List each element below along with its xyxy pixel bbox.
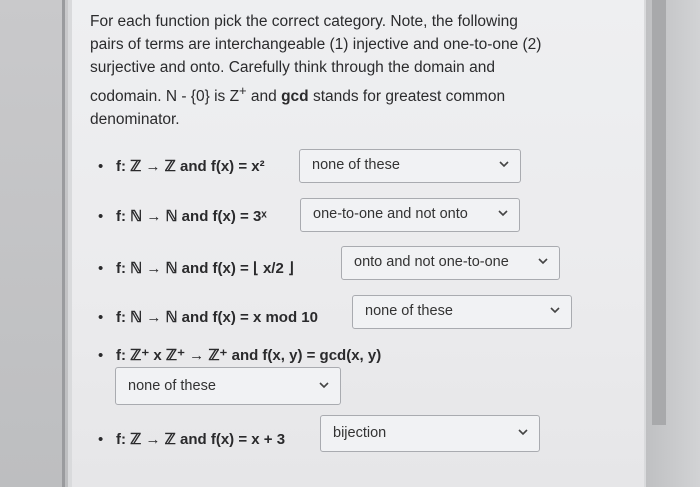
category-select-4[interactable] bbox=[352, 295, 572, 329]
intro-line-4 bbox=[90, 79, 590, 108]
bullet: • bbox=[98, 309, 104, 326]
list-item bbox=[98, 308, 318, 326]
chevron-down-icon bbox=[517, 426, 529, 438]
function-definition: f: ℕ → ℕ and f(x) = x mod 10 bbox=[116, 309, 318, 326]
question-instructions bbox=[90, 10, 590, 131]
intro-line-3: surjective and onto. Carefully think through the domain and bbox=[90, 59, 495, 76]
category-select-6[interactable] bbox=[320, 415, 540, 452]
intro-line-4-b: and bbox=[246, 88, 282, 106]
selected-value: none of these bbox=[128, 378, 216, 394]
intro-line-1: For each function pick the correct category. Note, the following bbox=[90, 13, 518, 30]
intro-line-4-bold: gcd bbox=[281, 88, 309, 106]
intro-line-4-c: stands for greatest common bbox=[308, 88, 506, 106]
intro-line-5: denominator. bbox=[90, 111, 180, 129]
selected-value: one-to-one and not onto bbox=[313, 206, 468, 222]
selected-value: none of these bbox=[312, 157, 400, 173]
list-item bbox=[98, 207, 267, 225]
scrollbar[interactable] bbox=[652, 0, 666, 425]
chevron-down-icon bbox=[498, 158, 510, 170]
category-select-1[interactable] bbox=[299, 149, 521, 183]
function-definition: f: ℕ → ℕ and f(x) = ⌊ x/2 ⌋ bbox=[116, 260, 294, 277]
function-definition: f: ℤ → ℤ and f(x) = x + 3 bbox=[116, 431, 286, 448]
background-left bbox=[0, 0, 68, 487]
chevron-down-icon bbox=[537, 255, 549, 267]
function-definition: f: ℤ → ℤ and f(x) = x² bbox=[116, 158, 265, 175]
list-item bbox=[98, 430, 285, 448]
intro-line-2: pairs of terms are interchangeable (1) injective and one-to-one (2) bbox=[90, 36, 542, 53]
category-select-5[interactable] bbox=[115, 367, 341, 405]
left-divider bbox=[62, 0, 65, 487]
list-item bbox=[98, 346, 381, 364]
function-definition: f: ℤ⁺ x ℤ⁺ → ℤ⁺ and f(x, y) = gcd(x, y) bbox=[116, 347, 382, 364]
chevron-down-icon bbox=[318, 379, 330, 391]
bullet: • bbox=[98, 208, 104, 225]
list-item bbox=[98, 259, 294, 277]
bullet: • bbox=[98, 260, 104, 277]
intro-line-4-sup: + bbox=[239, 83, 247, 98]
chevron-down-icon bbox=[549, 304, 561, 316]
bullet: • bbox=[98, 431, 104, 448]
selected-value: bijection bbox=[333, 425, 387, 441]
chevron-down-icon bbox=[497, 207, 509, 219]
selected-value: none of these bbox=[365, 303, 453, 319]
bullet: • bbox=[98, 158, 104, 175]
list-item bbox=[98, 157, 265, 175]
category-select-3[interactable] bbox=[341, 246, 560, 280]
category-select-2[interactable] bbox=[300, 198, 520, 232]
bullet: • bbox=[98, 347, 104, 364]
function-definition: f: ℕ → ℕ and f(x) = 3ˣ bbox=[116, 208, 267, 225]
selected-value: onto and not one-to-one bbox=[354, 254, 509, 270]
intro-line-4-a: codomain. N - {0} is Z bbox=[90, 88, 240, 106]
